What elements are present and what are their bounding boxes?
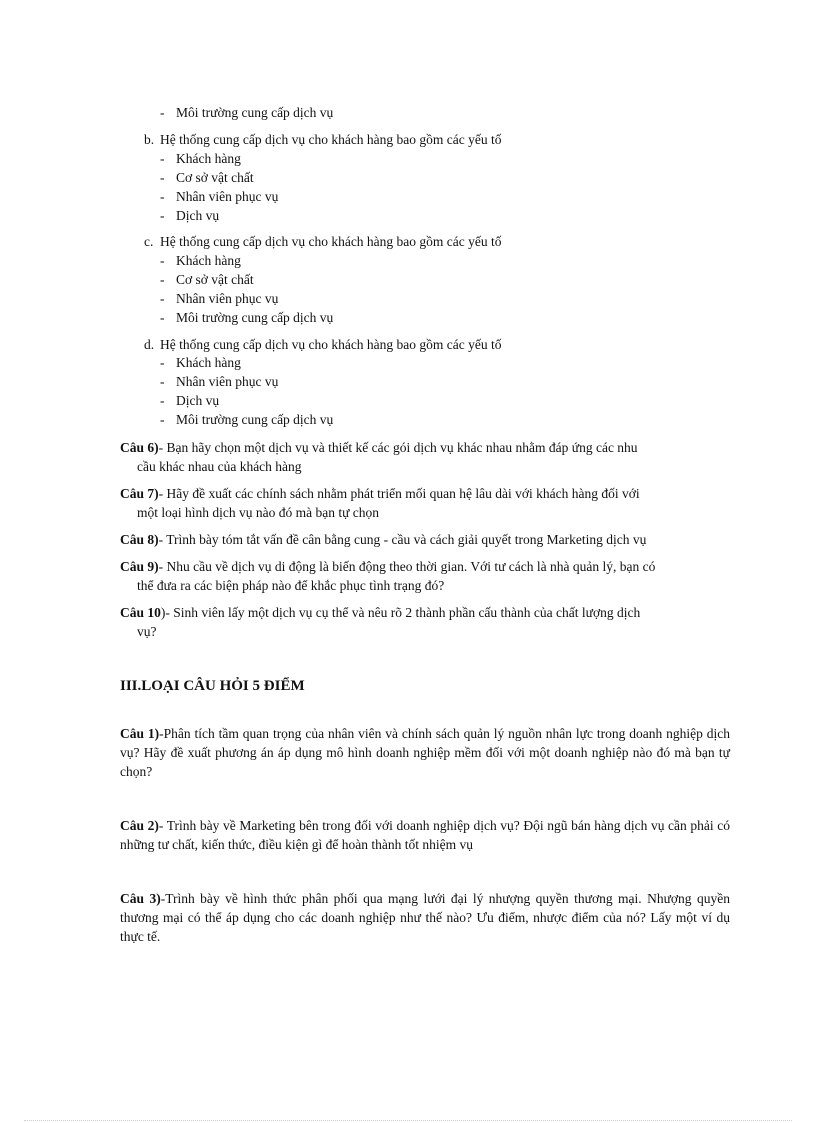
list-item: Khách hàng [176,253,241,268]
question-label: Câu 3) [120,891,161,906]
list-item: Môi trường cung cấp dịch vụ [176,310,334,325]
question-text: )- Sinh viên lấy một dịch vụ cụ thể và nêu rõ 2 thành phần cấu thành của chất lượng dịch [160,605,641,620]
question-text: - Nhu cầu về dịch vụ di động là biến động theo thời gian. Với tư cách là nhà quản lý, bạn có [158,559,656,574]
bullet-dash: - [160,291,165,306]
bullet-dash: - [160,355,165,370]
bullet-dash: - [160,272,165,287]
bullet-dash: - [160,208,165,223]
list-item: Nhân viên phục vụ [176,291,279,306]
section-heading: III.LOẠI CÂU HỎI 5 ĐIỂM [120,678,305,694]
question-text: -Trình bày về hình thức phân phối qua mạng lưới đại lý nhượng quyền thương mại. Nhượng quyền thương mại có thể áp dụng cho các doanh nghiệp như thế nào? Ưu điểm, nhược điểm của nó? Lấy một ví dụ thực tế. [120,891,730,944]
bullet-dash: - [160,189,165,204]
question-6 [120,438,732,476]
question-10 [120,603,732,641]
question-text-cont: cầu khác nhau của khách hàng [137,459,302,474]
question-text-cont: vụ? [137,624,157,639]
list-item: Cơ sở vật chất [176,272,254,287]
question-text: - Trình bày tóm tắt vấn đề cân bằng cung - cầu và cách giải quyết trong Marketing dịch vụ [158,532,647,547]
bullet-dash: - [160,151,165,166]
list-item: Dịch vụ [176,208,220,223]
question-label: Câu 10 [120,605,161,620]
question-8 [120,530,732,549]
question-text-cont: thể đưa ra các biện pháp nào để khắc phục tình trạng đó? [137,578,445,593]
bullet-dash: - [160,374,165,389]
question-text-cont: một loại hình dịch vụ nào đó mà bạn tự chọn [137,505,380,520]
question-label: Câu 9) [120,559,159,574]
question-label: Câu 1) [120,726,160,741]
option-label-b: b. [144,132,155,147]
essay-question-2 [120,816,730,854]
essay-question-3 [120,889,730,946]
option-title-b: Hệ thống cung cấp dịch vụ cho khách hàng bao gồm các yếu tố [160,132,502,147]
question-label: Câu 2) [120,818,159,833]
bullet-dash: - [160,310,165,325]
list-item: Môi trường cung cấp dịch vụ [176,412,334,427]
bullet-dash: - [160,393,165,408]
list-item: Nhân viên phục vụ [176,189,279,204]
question-label: Câu 6) [120,440,159,455]
question-7 [120,484,732,522]
page-bottom-rule [24,1120,792,1121]
list-item: Khách hàng [176,151,241,166]
list-item: Cơ sở vật chất [176,170,254,185]
option-title-c: Hệ thống cung cấp dịch vụ cho khách hàng bao gồm các yếu tố [160,234,502,249]
question-label: Câu 8) [120,532,159,547]
bullet-dash: - [160,412,165,427]
list-item: Môi trường cung cấp dịch vụ [176,105,334,120]
question-text: - Hãy đề xuất các chính sách nhằm phát triển mối quan hệ lâu dài với khách hàng đối với [158,486,640,501]
option-label-d: d. [144,337,155,352]
option-label-c: c. [144,234,154,249]
bullet-dash: - [160,105,165,120]
question-text: - Trình bày về Marketing bên trong đối với doanh nghiệp dịch vụ? Đội ngũ bán hàng dịch vụ cần phải có những tư chất, kiến thức, điều kiện gì để hoàn thành tốt nhiệm vụ [120,818,730,852]
question-text: -Phân tích tầm quan trọng của nhân viên và chính sách quản lý nguồn nhân lực trong doanh nghiệp dịch vụ? Hãy đề xuất phương án áp dụng mô hình doanh nghiệp mềm đối với một doanh nghiệp nào đó mà bạn tự chọn? [120,726,730,779]
list-item: Dịch vụ [176,393,220,408]
question-text: - Bạn hãy chọn một dịch vụ và thiết kế các gói dịch vụ khác nhau nhằm đáp ứng các nhu [158,440,638,455]
bullet-dash: - [160,253,165,268]
list-item: Nhân viên phục vụ [176,374,279,389]
question-9 [120,557,732,595]
question-label: Câu 7) [120,486,159,501]
bullet-dash: - [160,170,165,185]
option-title-d: Hệ thống cung cấp dịch vụ cho khách hàng bao gồm các yếu tố [160,337,502,352]
essay-question-1 [120,724,730,781]
list-item: Khách hàng [176,355,241,370]
